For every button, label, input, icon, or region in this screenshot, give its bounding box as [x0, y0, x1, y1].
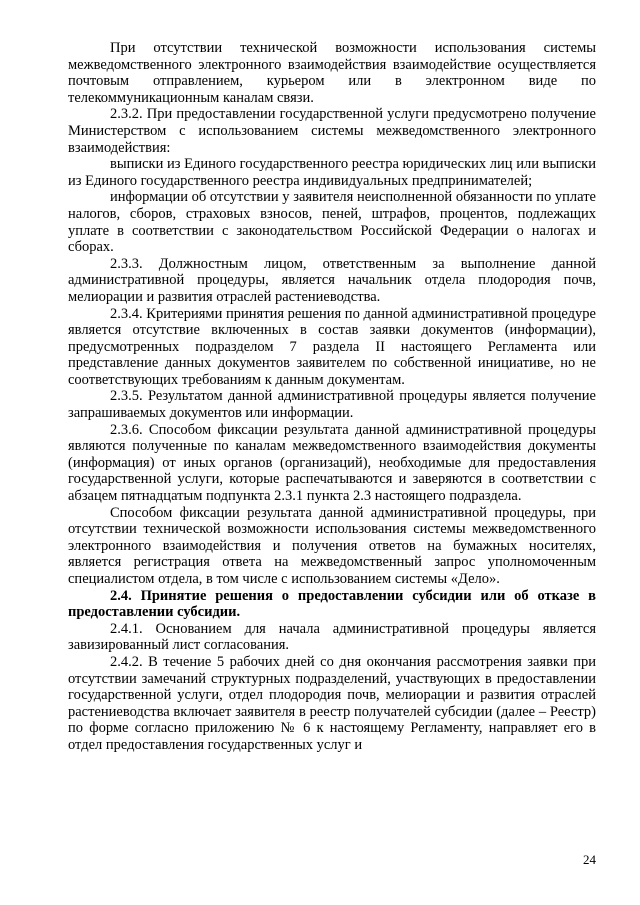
paragraph-2-3-3: 2.3.3. Должностным лицом, ответственным за выполнение данной административной процедуры, является начальник отдела плодородия почв, мелиорации и развития отраслей растениеводства. — [68, 255, 596, 305]
paragraph-2-4-1: 2.4.1. Основанием для начала административной процедуры является завизированный лист согласования. — [68, 620, 596, 654]
paragraph-egrul-extract: выписки из Единого государственного реестра юридических лиц или выписки из Единого государственного реестра индивидуальных предпринимателей; — [68, 156, 596, 189]
paragraph-no-tech-possibility: При отсутствии технической возможности использования системы межведомственного электронного взаимодействия взаимодействие осуществляется почтовым отправлением, курьером или в электронном виде по телекоммуникационным каналам связи. — [68, 40, 596, 106]
section-heading-2-4: 2.4. Принятие решения о предоставлении субсидии или об отказе в предоставлении субсидии. — [68, 587, 596, 621]
paragraph-2-3-4: 2.3.4. Критериями принятия решения по данной административной процедуре является отсутствие включенных в состав заявки документов (информации), предусмотренных подразделом 7 раздела II настоящего Регламента или представление данных документов заявителем по собственной инициативе, но не соответствующих требованиям к данным документам. — [68, 305, 596, 388]
paragraph-2-3-6: 2.3.6. Способом фиксации результата данной административной процедуры являются полученные по каналам межведомственного взаимодействия документы (информация) от иных органов (организаций), необходимые для предоставления государственной услуги, которые распечатываются и заверяются в соответствии с абзацем пятнадцатым подпункта 2.3.1 пункта 2.3 настоящего подраздела. — [68, 421, 596, 505]
paragraph-fixation-method: Способом фиксации результата данной административной процедуры, при отсутствии технической возможности использования системы межведомственного электронного взаимодействия и получения ответов на бумажных носителях, является регистрация ответа на межведомственный запрос уполномоченным специалистом отдела, в том числе с использованием системы «Дело». — [68, 504, 596, 587]
paragraph-2-3-2: 2.3.2. При предоставлении государственной услуги предусмотрено получение Министерством с использованием системы межведомственного электронного взаимодействия: — [68, 106, 596, 156]
page-number: 24 — [583, 852, 596, 867]
paragraph-2-4-2: 2.4.2. В течение 5 рабочих дней со дня окончания рассмотрения заявки при отсутствии замечаний структурных подразделений, участвующих в предоставлении государственной услуги, отдел плодородия почв, мелиорации и развития отраслей растениеводства включает заявителя в реестр получателей субсидии (далее – Реестр) по форме согласно приложению № 6 к настоящему Регламенту, направляет его в отдел предоставления государственных услуг и — [68, 653, 596, 753]
paragraph-2-3-5: 2.3.5. Результатом данной административной процедуры является получение запрашиваемых документов или информации. — [68, 388, 596, 422]
document-page — [68, 40, 596, 754]
paragraph-tax-debt-info: информации об отсутствии у заявителя неисполненной обязанности по уплате налогов, сборов, страховых взносов, пеней, штрафов, процентов, подлежащих уплате в соответствии с законодательством Российской Федерации о налогах и сборах. — [68, 189, 596, 256]
